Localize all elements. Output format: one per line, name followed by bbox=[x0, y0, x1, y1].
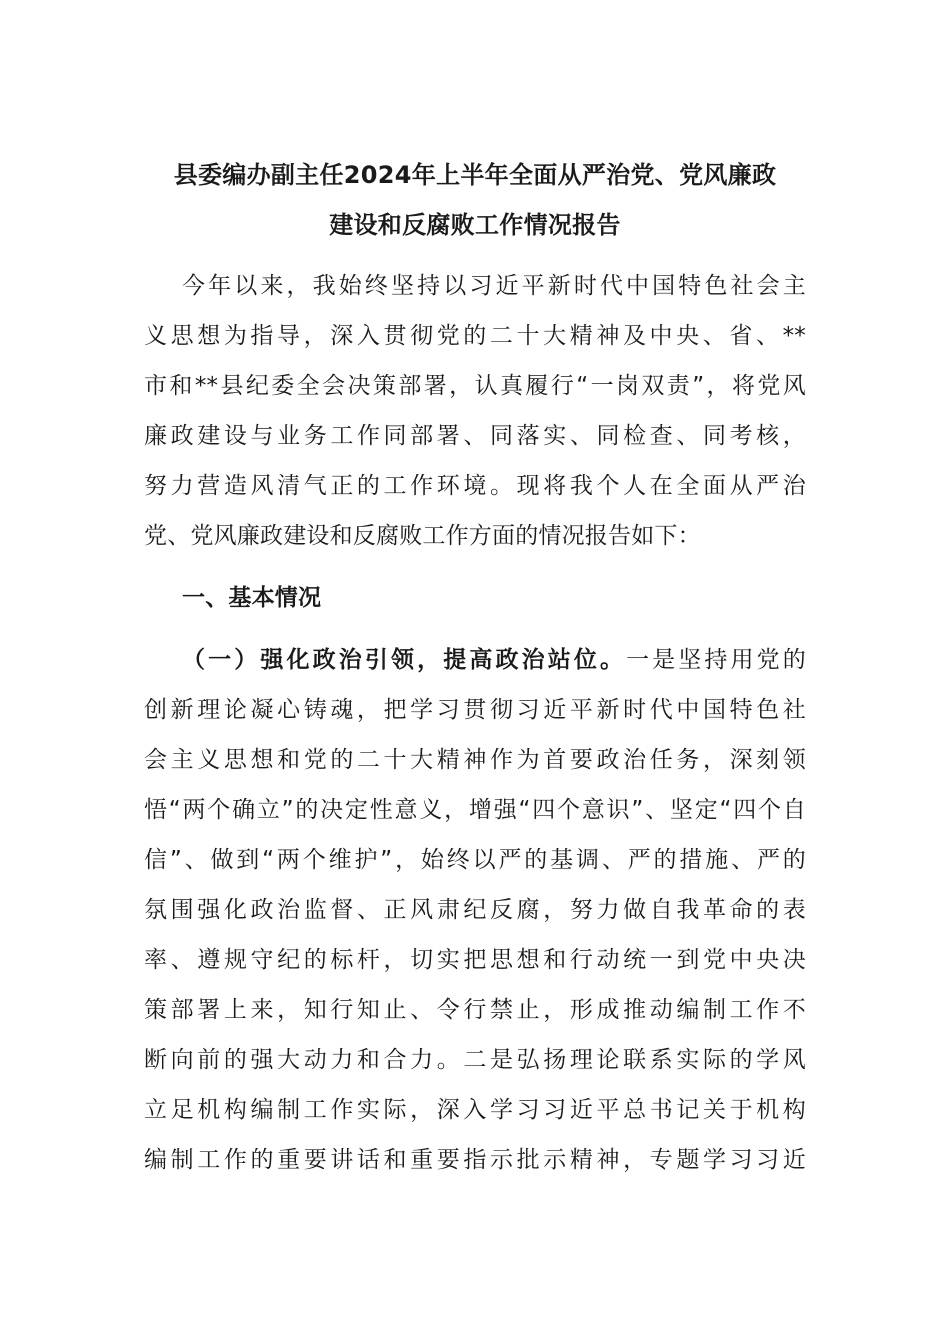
document-title-line-1: 县委编办副主任2024年上半年全面从严治党、党风廉政 bbox=[173, 161, 777, 189]
body-line: 会主义思想和党的二十大精神作为首要政治任务，深刻领 bbox=[144, 747, 806, 773]
intro-line: 市和**县纪委全会决策部署，认真履行“一岗双责”，将党风 bbox=[144, 373, 806, 399]
intro-line: 努力营造风清气正的工作环境。现将我个人在全面从严治 bbox=[144, 473, 806, 499]
body-line: 悟“两个确立”的决定性意义，增强“四个意识”、坚定“四个自 bbox=[144, 797, 806, 823]
subsection-heading: （一）强化政治引领，提高政治站位。 bbox=[182, 647, 627, 673]
body-line: 策部署上来，知行知止、令行禁止，形成推动编制工作不 bbox=[144, 997, 806, 1023]
body-line: 率、遵规守纪的标杆，切实把思想和行动统一到党中央决 bbox=[144, 947, 806, 973]
body-line: 氛围强化政治监督、正风肃纪反腐，努力做自我革命的表 bbox=[144, 897, 806, 923]
intro-line: 义思想为指导，深入贯彻党的二十大精神及中央、省、** bbox=[144, 323, 806, 349]
intro-line: 党、党风廉政建设和反腐败工作方面的情况报告如下： bbox=[144, 523, 701, 549]
body-line: 编制工作的重要讲话和重要指示批示精神，专题学习习近 bbox=[144, 1147, 806, 1173]
subsection-first-line-rest: 一是坚持用党的 bbox=[626, 647, 806, 673]
intro-line: 今年以来，我始终坚持以习近平新时代中国特色社会主 bbox=[182, 273, 806, 299]
body-line: 信”、做到“两个维护”，始终以严的基调、严的措施、严的 bbox=[144, 847, 806, 873]
body-line: 断向前的强大动力和合力。二是弘扬理论联系实际的学风 bbox=[144, 1047, 806, 1073]
section-heading: 一、基本情况 bbox=[182, 585, 322, 611]
subsection-first-line bbox=[182, 645, 806, 675]
intro-line: 廉政建设与业务工作同部署、同落实、同检查、同考核， bbox=[144, 423, 806, 449]
document-title-line-2: 建设和反腐败工作情况报告 bbox=[329, 211, 621, 239]
body-line: 创新理论凝心铸魂，把学习贯彻习近平新时代中国特色社 bbox=[144, 697, 806, 723]
body-line: 立足机构编制工作实际，深入学习习近平总书记关于机构 bbox=[144, 1097, 806, 1123]
